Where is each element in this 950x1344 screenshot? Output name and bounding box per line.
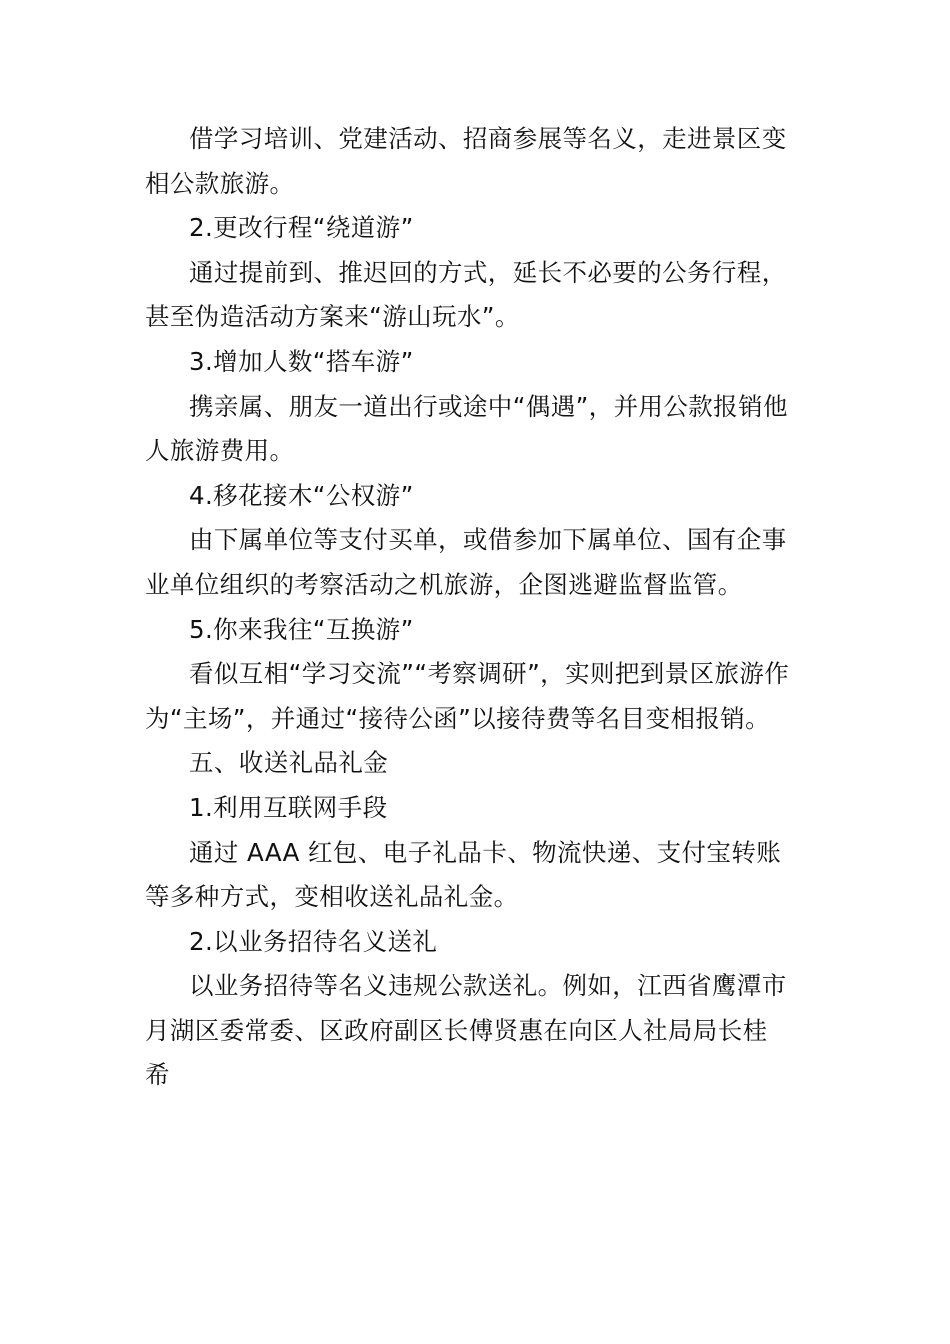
document-body bbox=[145, 117, 805, 1098]
paragraph bbox=[145, 652, 805, 741]
paragraph bbox=[145, 385, 805, 474]
chapter-heading bbox=[145, 741, 805, 786]
text-line: 看似互相“学习交流”“考察调研”，实则把到景区旅游作 bbox=[189, 659, 790, 689]
text-line: 相公款旅游。 bbox=[145, 168, 295, 198]
text-line: 五、收送礼品礼金 bbox=[189, 748, 389, 778]
paragraph bbox=[145, 831, 805, 920]
text-line: 甚至伪造活动方案来“游山玩水”。 bbox=[145, 302, 520, 332]
section-heading bbox=[145, 920, 805, 965]
text-line: 等多种方式，变相收送礼品礼金。 bbox=[145, 882, 519, 912]
text-line: 业单位组织的考察活动之机旅游，企图逃避监督监管。 bbox=[145, 569, 743, 599]
text-line: 4.移花接木“公权游” bbox=[189, 480, 414, 510]
text-line: 通过 AAA 红包、电子礼品卡、物流快递、支付宝转账 bbox=[189, 837, 782, 867]
text-line: 由下属单位等支付买单，或借参加下属单位、国有企事 bbox=[189, 525, 787, 555]
paragraph bbox=[145, 964, 805, 1098]
text-line: 以业务招待等名义违规公款送礼。例如，江西省鹰潭市 bbox=[189, 971, 787, 1001]
text-line: 人旅游费用。 bbox=[145, 436, 295, 466]
section-heading bbox=[145, 474, 805, 519]
text-line: 1.利用互联网手段 bbox=[189, 792, 388, 822]
text-line: 通过提前到、推迟回的方式，延长不必要的公务行程， bbox=[189, 257, 787, 287]
text-line: 月湖区委常委、区政府副区长傅贤惠在向区人社局局长桂 bbox=[145, 1015, 768, 1045]
section-heading bbox=[145, 206, 805, 251]
text-line: 5.你来我往“互换游” bbox=[189, 614, 414, 644]
text-line: 2.以业务招待名义送礼 bbox=[189, 926, 438, 956]
section-heading bbox=[145, 340, 805, 385]
paragraph bbox=[145, 117, 805, 206]
text-line: 携亲属、朋友一道出行或途中“偶遇”，并用公款报销他 bbox=[189, 391, 788, 421]
text-line: 为“主场”，并通过“接待公函”以接待费等名目变相报销。 bbox=[145, 703, 771, 733]
text-line: 借学习培训、党建活动、招商参展等名义，走进景区变 bbox=[189, 124, 787, 153]
text-line: 2.更改行程“绕道游” bbox=[189, 213, 414, 243]
text-line: 3.增加人数“搭车游” bbox=[189, 346, 414, 376]
section-heading bbox=[145, 786, 805, 831]
paragraph bbox=[145, 251, 805, 340]
text-line: 希 bbox=[145, 1060, 170, 1090]
section-heading bbox=[145, 608, 805, 653]
paragraph bbox=[145, 518, 805, 607]
